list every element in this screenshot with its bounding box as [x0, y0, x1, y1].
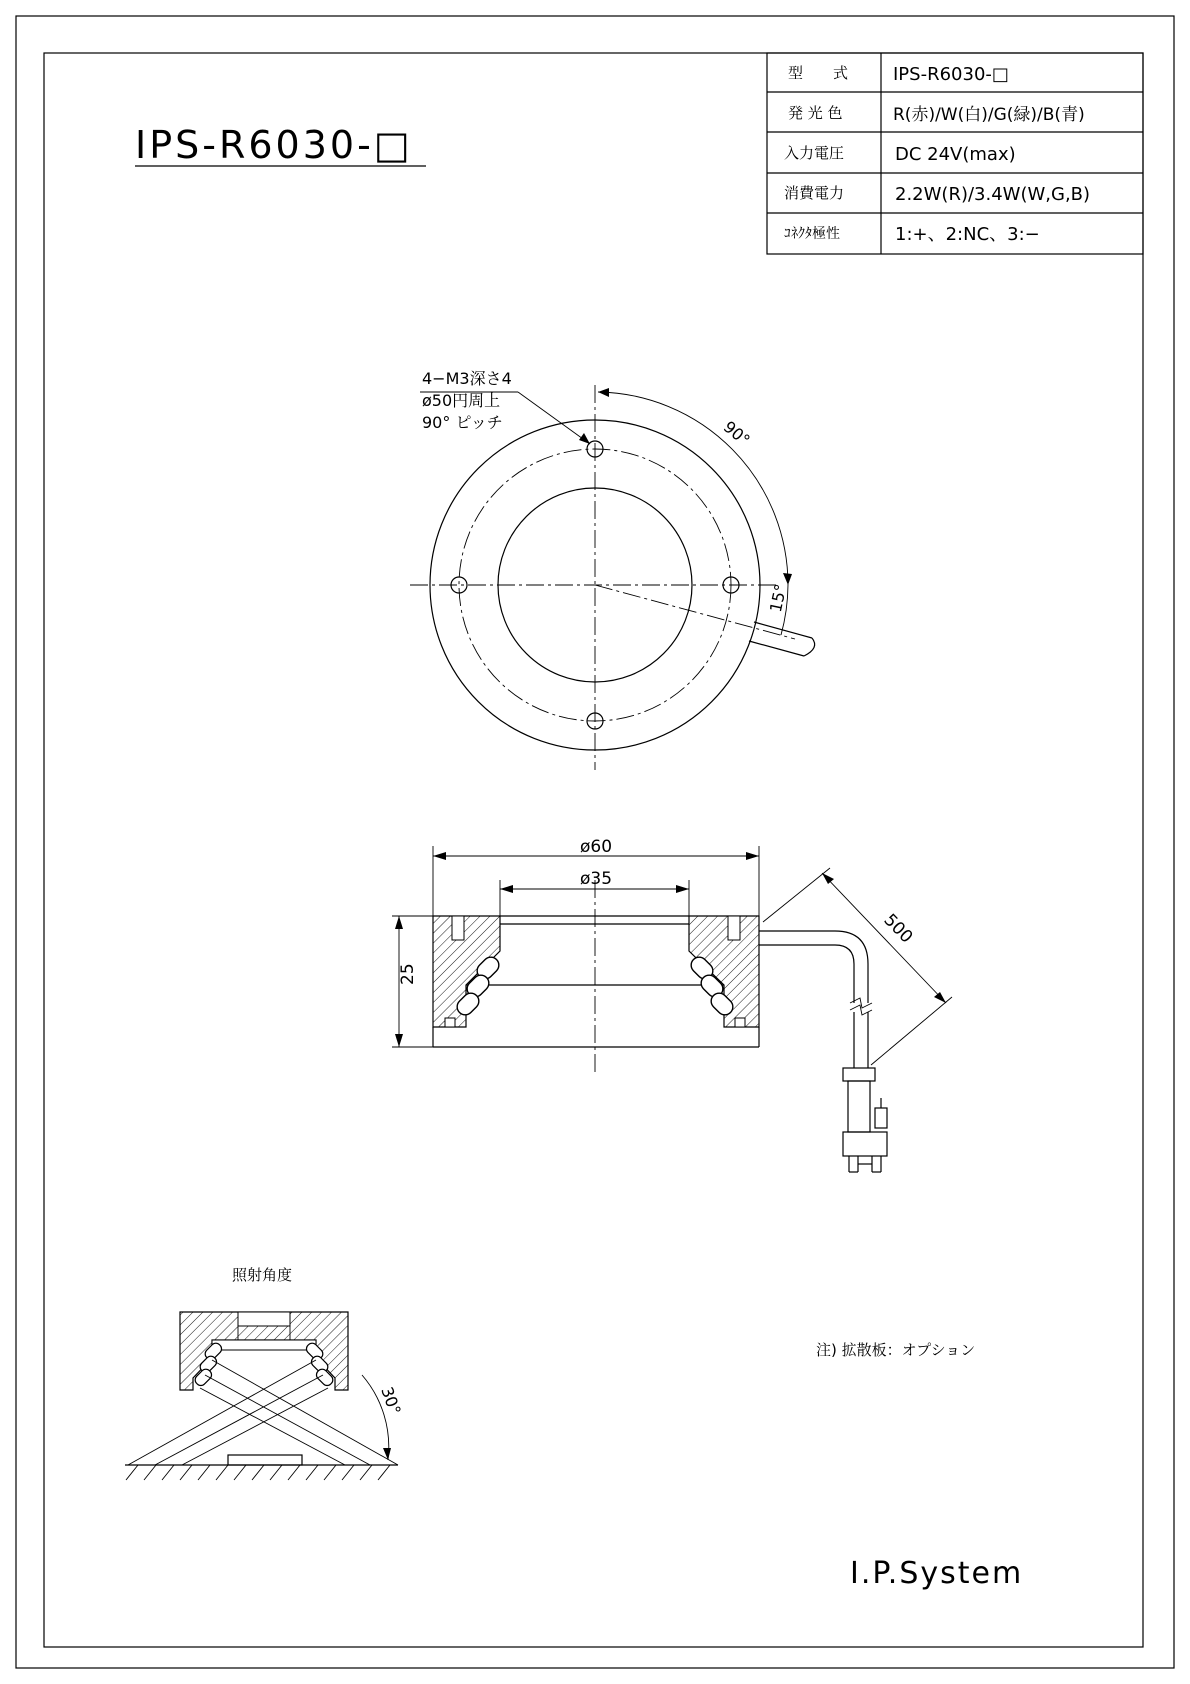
light-rays — [128, 1360, 398, 1465]
connector — [843, 1068, 887, 1172]
angle-90-arc — [598, 392, 788, 585]
cable-stub — [804, 638, 815, 656]
hole-note-leader — [518, 392, 590, 444]
spec-label-connector: ｺﾈｸﾀ極性 — [784, 226, 840, 242]
hole-note-2: ø50円周上 — [422, 391, 501, 410]
side-view — [392, 837, 952, 1172]
angle-15-label: 15° — [765, 582, 791, 614]
spec-label-color: 発 光 色 — [788, 104, 843, 122]
spec-label-power: 消費電力 — [784, 184, 845, 202]
drawing-title — [135, 123, 426, 167]
top-view — [410, 369, 815, 770]
cable-axis-line — [595, 585, 795, 639]
spec-value-color: R(赤)/W(白)/G(緑)/B(青) — [893, 105, 1085, 125]
company-name: I.P.System — [850, 1556, 1024, 1591]
dim-line-cable — [822, 873, 946, 1003]
angle-view — [125, 1266, 405, 1480]
diffuser-note: 注) 拡散板：オプション — [816, 1341, 976, 1359]
hole-note-3: 90° ピッチ — [422, 413, 503, 432]
spec-value-voltage: DC 24V(max) — [895, 144, 1016, 165]
hole-note-1: 4−M3深さ4 — [422, 369, 512, 388]
dim-cable-label: 500 — [879, 910, 917, 948]
spec-value-model: IPS-R6030-□ — [893, 64, 1009, 85]
drawing-title-text: IPS-R6030-□ — [135, 123, 413, 167]
dim-inner-label: ø35 — [580, 869, 613, 889]
spec-table — [767, 53, 1143, 254]
spec-value-connector: 1:+、2:NC、3:− — [895, 224, 1040, 245]
angle-90-label: 90° — [719, 417, 754, 450]
spec-value-power: 2.2W(R)/3.4W(W,G,B) — [895, 184, 1091, 205]
angle-view-title: 照射角度 — [232, 1266, 293, 1284]
floor-hatch — [126, 1465, 390, 1480]
angle-30-label: 30° — [377, 1384, 405, 1418]
spec-label-model: 型 式 — [788, 64, 849, 82]
dim-outer-label: ø60 — [580, 837, 613, 857]
spec-label-voltage: 入力電圧 — [784, 144, 845, 162]
cable — [759, 931, 872, 1068]
target-object — [228, 1455, 302, 1465]
dim-height-label: 25 — [398, 963, 418, 985]
